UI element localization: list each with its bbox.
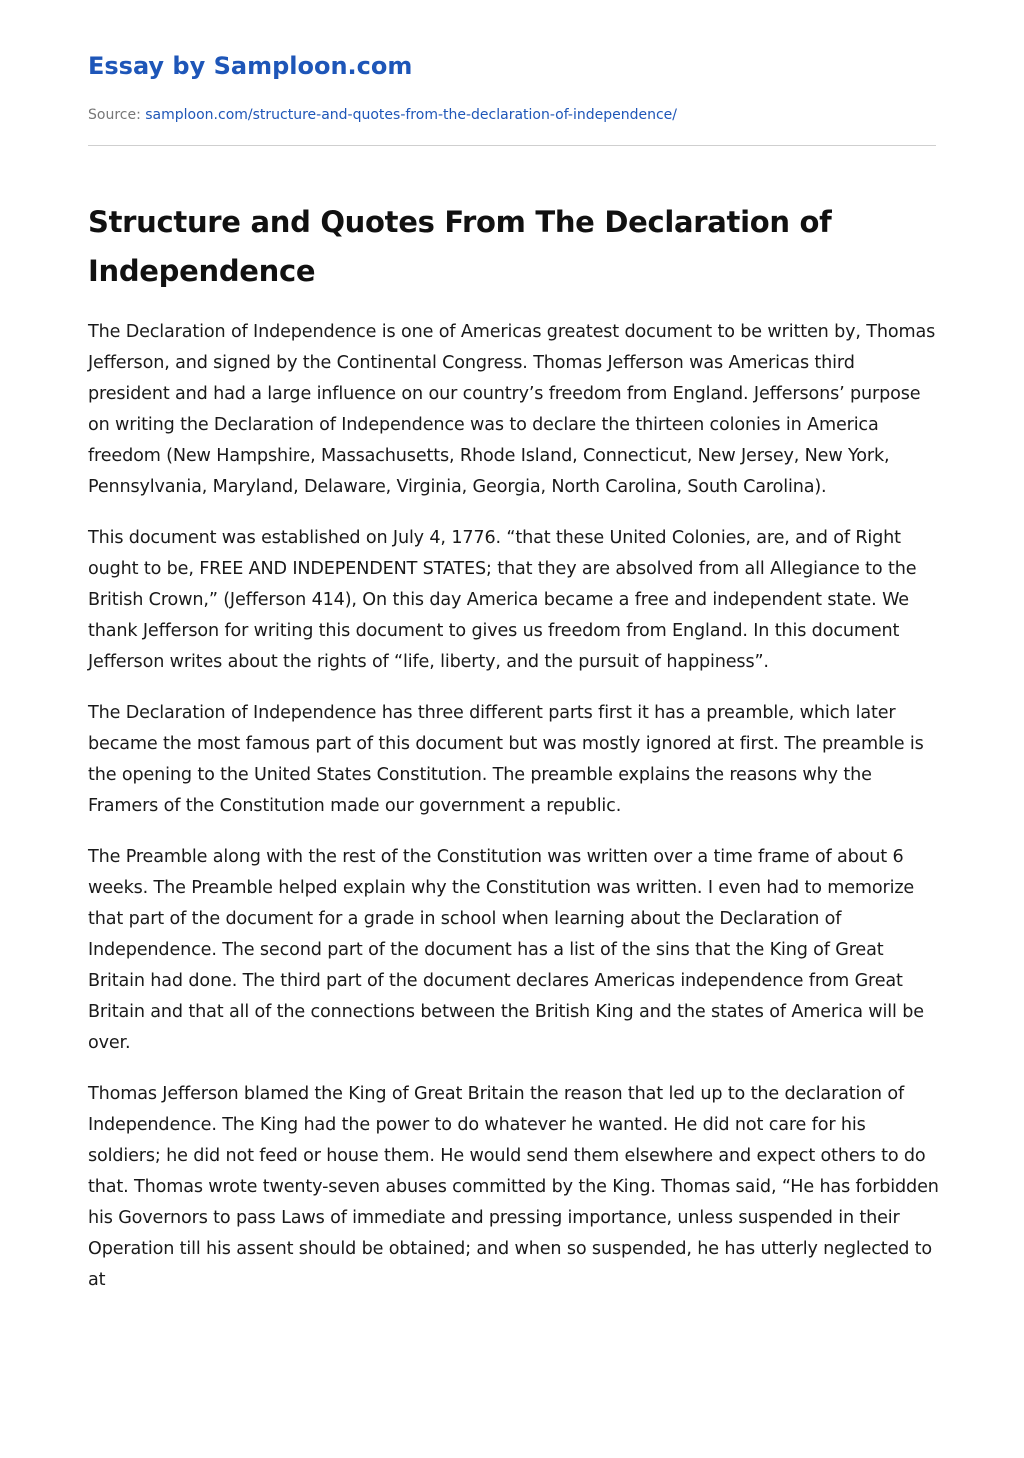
source-line [88,107,677,123]
essay-title: Structure and Quotes From The Declaration of Independence [88,205,832,288]
essay-body [88,317,940,1316]
paragraph: The Declaration of Independence has three different parts first it has a preamble, which later became the most famous part of this document but was mostly ignored at first. The preamble is the opening to the United States Constitution. The preamble explains the reasons why the Framers of the Constitution made our government a republic. [88,703,924,816]
source-label: Source: [88,107,141,123]
paragraph: Thomas Jefferson blamed the King of Great Britain the reason that led up to the declaration of Independence. The King had the power to do whatever he wanted. He did not care for his soldiers; he did not feed or house them. He would send them elsewhere and expect others to do that. Thomas wrote twenty-seven abuses committed by the King. Thomas said, “He has forbidden his Governors to pass Laws of immediate and pressing importance, unless suspended in their Operation till his assent should be obtained; and when so suspended, he has utterly neglected to at [88,1084,939,1290]
paragraph: The Declaration of Independence is one of Americas greatest document to be written by, Thomas Jefferson, and signed by the Continental Congress. Thomas Jefferson was Americas third president and had a large influence on our country’s freedom from England. Jeffersons’ purpose on writing the Declaration of Independence was to declare the thirteen colonies in America freedom (New Hampshire, Massachusetts, Rhode Island, Connecticut, New Jersey, New York, Pennsylvania, Maryland, Delaware, Virginia, Georgia, North Carolina, South Carolina). [88,322,936,497]
header-divider [88,145,936,146]
site-brand[interactable]: Essay by Samploon.com [88,52,413,80]
paragraph: The Preamble along with the rest of the Constitution was written over a time frame of about 6 weeks. The Preamble helped explain why the Constitution was written. I even had to memorize that part of the document for a grade in school when learning about the Declaration of Independence. The second part of the document has a list of the sins that the King of Great Britain had done. The third part of the document declares Americas independence from Great Britain and that all of the connections between the British King and the states of America will be over. [88,847,924,1053]
paragraph: This document was established on July 4, 1776. “that these United Colonies, are, and of Right ought to be, FREE AND INDEPENDENT STATES; that they are absolved from all Allegiance to the British Crown,” (Jefferson 414), On this day America became a free and independent state. We thank Jefferson for writing this document to gives us freedom from England. In this document Jefferson writes about the rights of “life, liberty, and the pursuit of happiness”. [88,528,917,672]
source-link[interactable]: samploon.com/structure-and-quotes-from-the-declaration-of-independence/ [145,107,677,123]
